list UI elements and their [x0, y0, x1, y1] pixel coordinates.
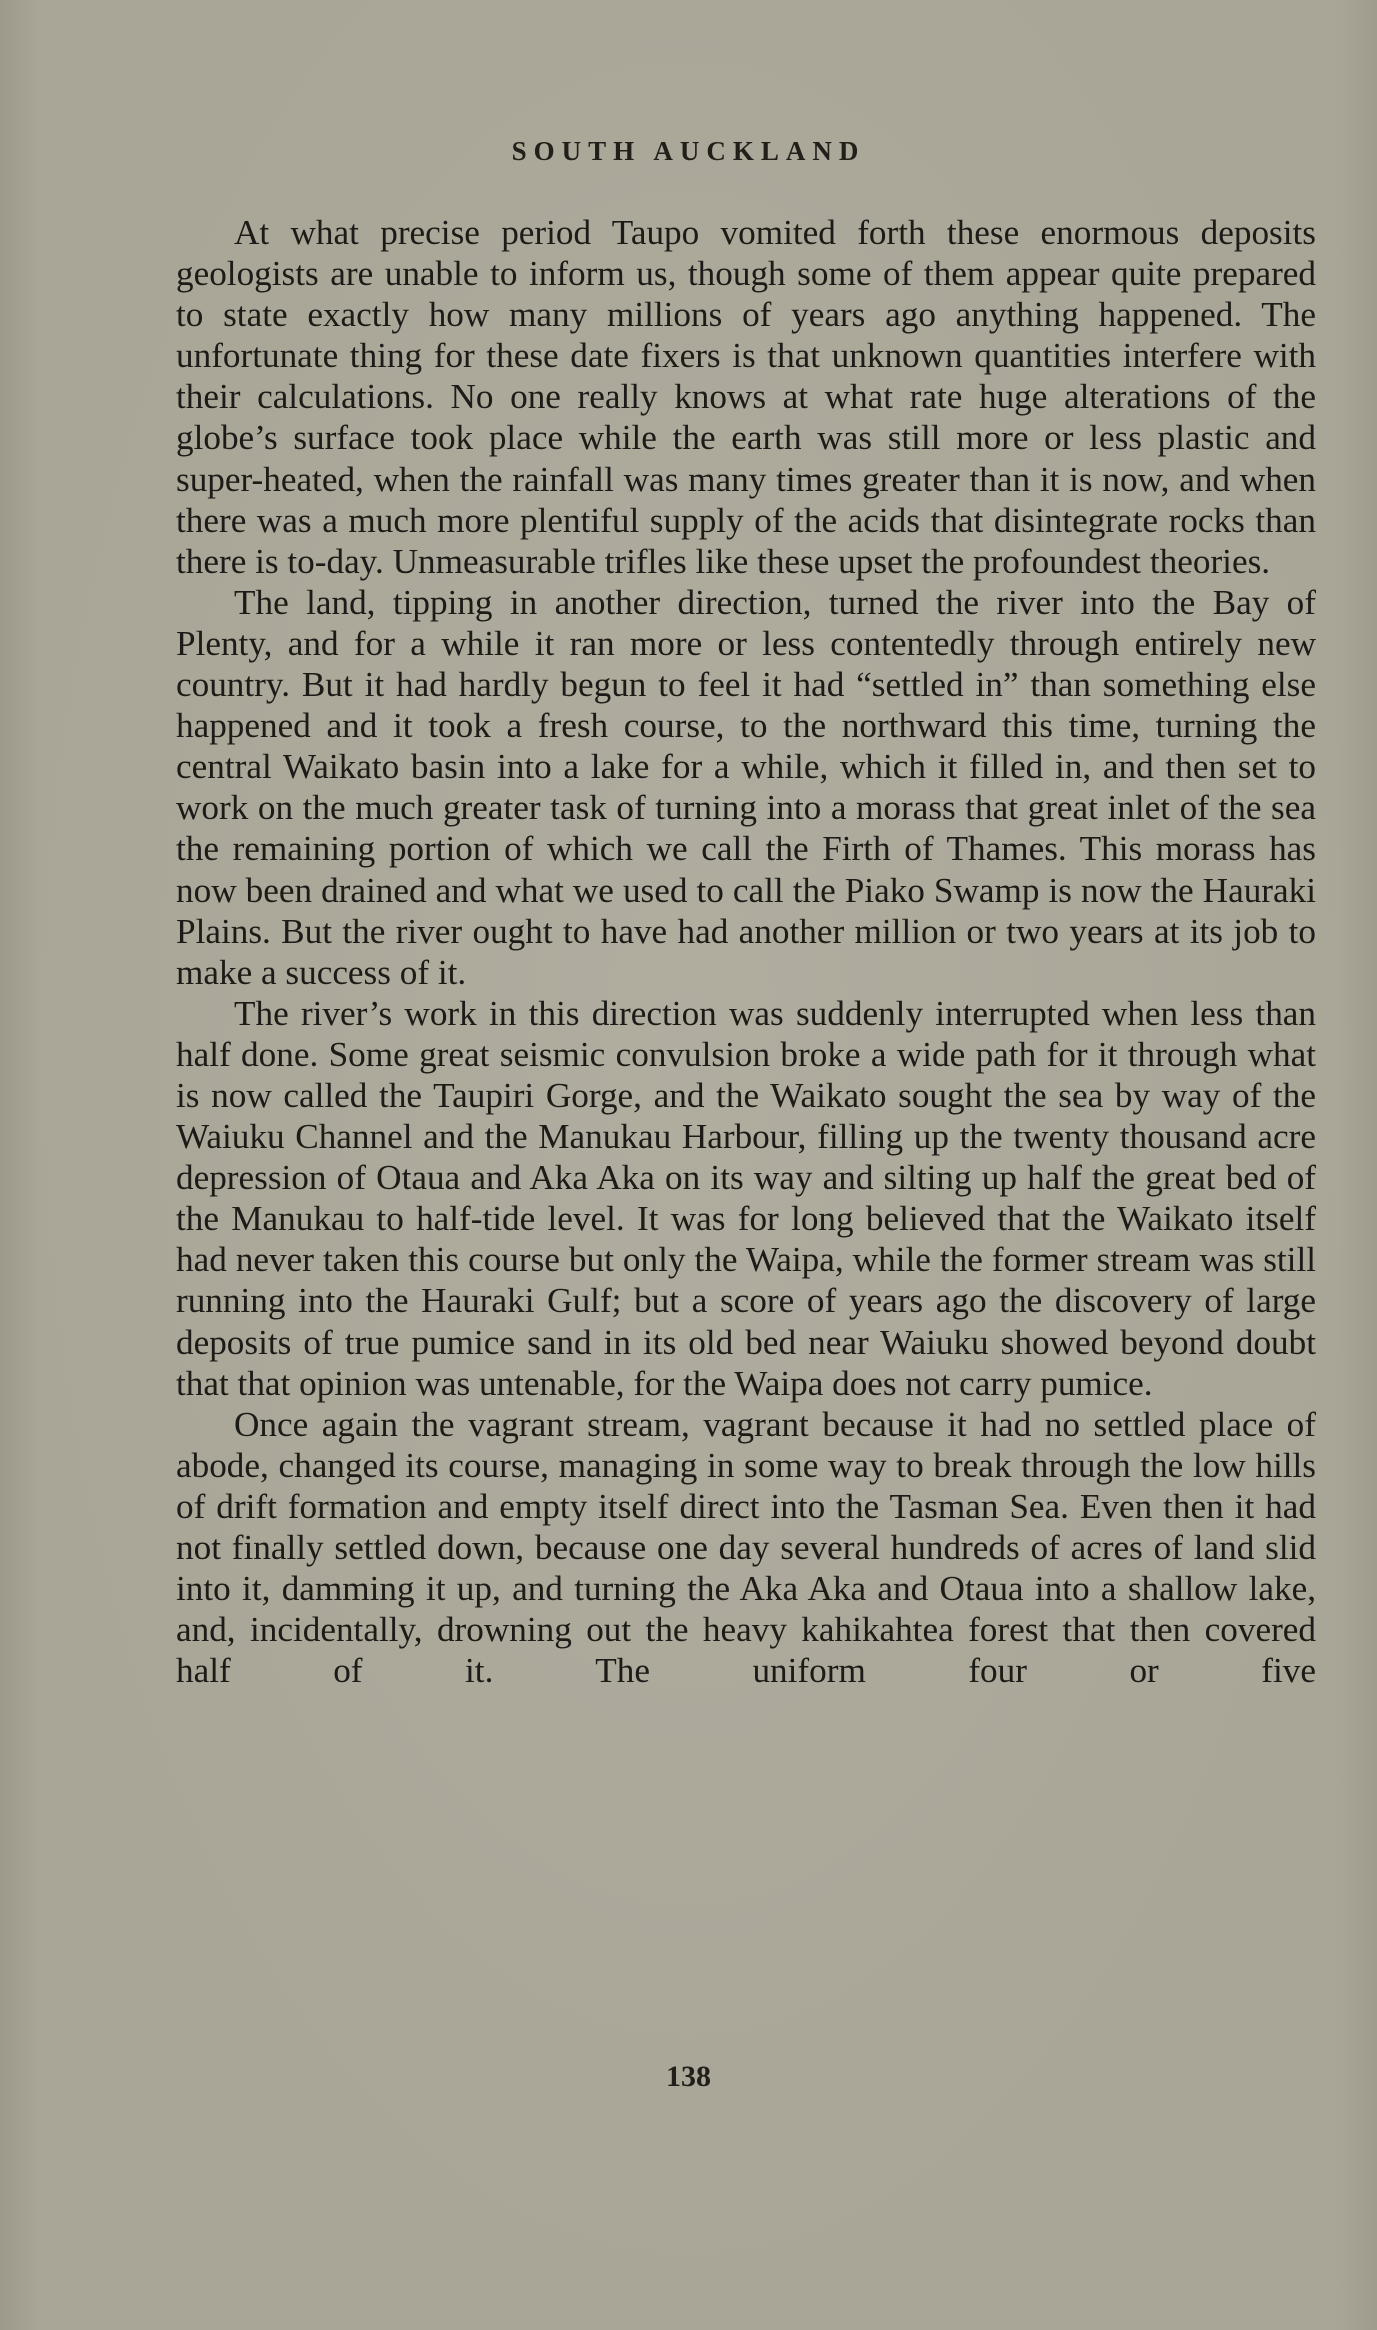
paragraph: At what precise period Taupo vomited forth these enormous deposits geologists are unable to inform us, though some of them appear quite prepared to state exactly how many millions of years ago anything happened. The unfortunate thing for these date fixers is that unknown quantities interfere with their calculations. No one really knows at what rate huge alterations of the globe’s surface took place while the earth was still more or less plastic and super-heated, when the rainfall was many times greater than it is now, and when there was a much more plentiful supply of the acids that disintegrate rocks than there is to-day. Unmeasurable trifles like these upset the profoundest theories. [176, 213, 1316, 581]
page-number: 138 [666, 2060, 711, 2093]
paragraph: The river’s work in this direction was suddenly interrupted when less than half done. Some great seismic convulsion broke a wide path for it through what is now called the Taupiri Gorge, and the Waikato sought the sea by way of the Waiuku Channel and the Manukau Harbour, filling up the twenty thousand acre depression of Otaua and Aka Aka on its way and silting up half the great bed of the Manukau to half-tide level. It was for long believed that the Waikato itself had never taken this course but only the Waipa, while the former stream was still running into the Hauraki Gulf; but a score of years ago the discovery of large deposits of true pumice sand in its old bed near Waiuku showed beyond doubt that that opinion was untenable, for the Waipa does not carry pumice. [176, 993, 1316, 1403]
body-text [176, 212, 1316, 1691]
paragraph: The land, tipping in another direction, turned the river into the Bay of Plenty, and for a while it ran more or less contentedly through entirely new country. But it had hardly begun to feel it had “settled in” than something else happened and it took a fresh course, to the northward this time, turning the central Waikato basin into a lake for a while, which it filled in, and then set to work on the much greater task of turning into a morass that great inlet of the sea the remaining portion of which we call the Firth of Thames. This morass has now been drained and what we used to call the Piako Swamp is now the Hauraki Plains. But the river ought to have had another million or two years at its job to make a success of it. [176, 582, 1316, 992]
paragraph: Once again the vagrant stream, vagrant because it had no settled place of abode, changed its course, managing in some way to break through the low hills of drift formation and empty itself direct into the Tasman Sea. Even then it had not finally settled down, because one day several hundreds of acres of land slid into it, damming it up, and turning the Aka Aka and Otaua into a shallow lake, and, incidentally, drowning out the heavy kahikahtea forest that then covered half of it. The uniform four or five [176, 1404, 1316, 1691]
running-head: SOUTH AUCKLAND [511, 136, 866, 166]
